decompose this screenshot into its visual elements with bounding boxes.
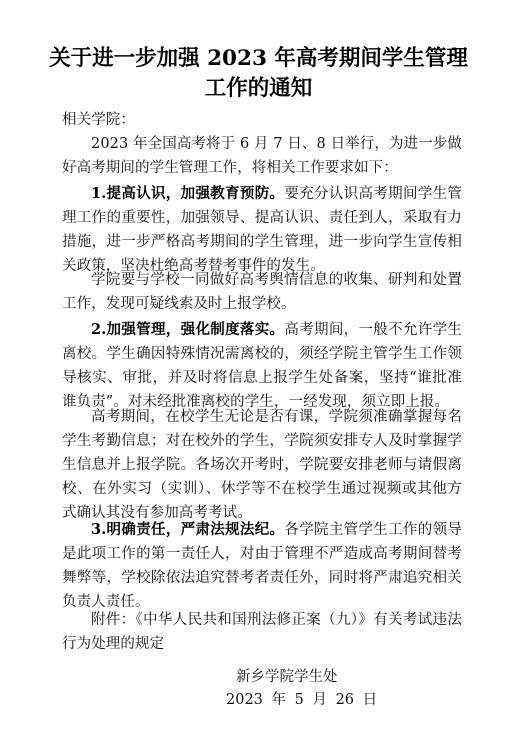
document-title-line-1: 关于进一步加强 2023 年高考期间学生管理	[49, 46, 468, 71]
section-2-paragraph	[62, 318, 462, 414]
intro-paragraph: 2023 年全国高考将于 6 月 7 日、8 日举行，为进一步做好高考期间的学生管理工作，将相关工作要求如下：	[62, 136, 462, 176]
section-1-extra-paragraph: 学院要与学校一同做好高考舆情信息的收集、研判和处置工作，发现可疑线索及时上报学校。	[62, 272, 462, 312]
section-1-heading: 1.提高认识，加强教育预防。	[91, 185, 285, 202]
section-3-body: 各学院主管学生工作的领导是此项工作的第一责任人，对由于管理不严造成高考期间替考舞弊等，学校除依法追究替考者责任外，同时将严肃追究相关负责人责任。	[62, 522, 462, 610]
salutation: 相关学院：	[62, 112, 135, 128]
document-title-line-2: 工作的通知	[204, 76, 313, 101]
section-1-paragraph	[62, 182, 462, 278]
signature-organization: 新乡学院学生处	[236, 669, 338, 685]
section-1-body: 要充分认识高考期间学生管理工作的重要性，加强领导、提高认识、责任到人，采取有力措施，进一步严格高考期间的学生管理，进一步向学生宣传相关政策，坚决杜绝高考替考事件的发生。	[62, 186, 462, 274]
section-3-heading: 3.明确责任，严肃法规法纪。	[91, 521, 285, 538]
section-3-paragraph	[62, 518, 462, 614]
section-2-extra-paragraph: 高考期间，在校学生无论是否有课，学院须准确掌握每名学生考勤信息；对在校外的学生，学院须安排专人及时掌握学生信息并上报学院。各场次开考时，学院要安排老师与请假离校、在外实习（实训）、休学等不在校学生通过视频或其他方式确认其没有参加高考考试。	[62, 409, 462, 521]
signature-date: 2023 年 5 月 26 日	[226, 692, 378, 708]
section-2-body: 高考期间，一般不允许学生离校。学生确因特殊情况需离校的，须经学院主管学生工作领导核实、审批，并及时将信息上报学生处备案，坚持“谁批准谁负责”。对未经批准离校的学生，一经发现，须立即上报。	[62, 322, 462, 410]
attachment-paragraph: 附件：《中华人民共和国刑法修正案（九）》有关考试违法行为处理的规定	[62, 612, 462, 652]
section-2-heading: 2.加强管理，强化制度落实。	[91, 321, 285, 338]
